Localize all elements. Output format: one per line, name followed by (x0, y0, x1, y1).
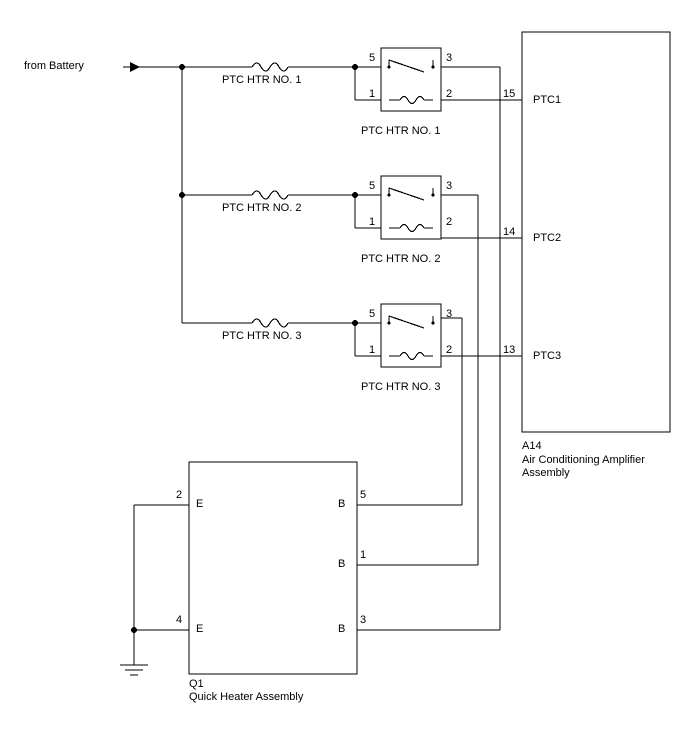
relay-2-terminal-2: 2 (446, 216, 453, 228)
heater-pin-3-name: B (338, 623, 346, 635)
heater-pin-1-name: B (338, 558, 346, 570)
relay-2-label: PTC HTR NO. 2 (361, 253, 441, 265)
amp-pin-14-number: 14 (503, 226, 516, 238)
fuse-label-1: PTC HTR NO. 1 (222, 74, 302, 86)
heater-code: Q1 (189, 678, 204, 690)
amp-pin-14-name: PTC2 (533, 232, 562, 244)
relay-2-terminal-1: 1 (369, 216, 376, 228)
amp-pin-15-number: 15 (503, 88, 516, 100)
relay-2-terminal-5: 5 (369, 180, 376, 192)
amp-pin-13-number: 13 (503, 344, 516, 356)
heater-name: Quick Heater Assembly (189, 691, 304, 703)
amp-pin-15-name: PTC1 (533, 94, 562, 106)
heater-pin-5-name: B (338, 498, 346, 510)
relay-2-terminal-3: 3 (446, 180, 453, 192)
relay-3-terminal-5: 5 (369, 308, 376, 320)
heater-pin-4-number: 4 (176, 614, 183, 626)
relay-1-terminal-1: 1 (369, 88, 376, 100)
heater-pin-4-name: E (196, 623, 204, 635)
fuse-label-3: PTC HTR NO. 3 (222, 330, 302, 342)
heater-pin-1-number: 1 (360, 549, 367, 561)
relay-3-terminal-3: 3 (446, 308, 453, 320)
relay-1-label: PTC HTR NO. 1 (361, 125, 441, 137)
relay-3-label: PTC HTR NO. 3 (361, 381, 441, 393)
relay-1-terminal-3: 3 (446, 52, 453, 64)
relay-3-terminal-2: 2 (446, 344, 453, 356)
amp-name-line1: Air Conditioning Amplifier (522, 454, 645, 466)
relay-3-terminal-1: 1 (369, 344, 376, 356)
amp-name-line2: Assembly (522, 467, 570, 479)
heater-pin-5-number: 5 (360, 489, 367, 501)
amp-code: A14 (522, 440, 542, 452)
heater-pin-3-number: 3 (360, 614, 367, 626)
battery-source-label: from Battery (24, 60, 84, 72)
fuse-label-2: PTC HTR NO. 2 (222, 202, 302, 214)
heater-pin-2-name: E (196, 498, 204, 510)
heater-pin-2-number: 2 (176, 489, 183, 501)
relay-1-terminal-5: 5 (369, 52, 376, 64)
relay-1-terminal-2: 2 (446, 88, 453, 100)
amp-pin-13-name: PTC3 (533, 350, 562, 362)
